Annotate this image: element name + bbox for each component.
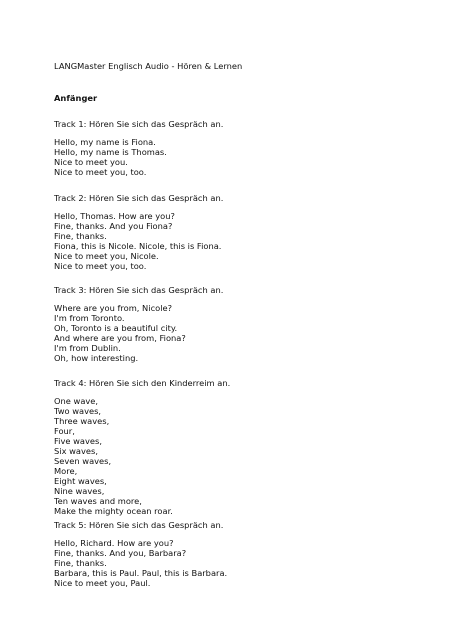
dialogue-line: Where are you from, Nicole?: [54, 303, 173, 313]
rhyme-line: Five waves,: [54, 436, 102, 446]
dialogue-line: Oh, Toronto is a beautiful city.: [54, 323, 178, 333]
track-title: Track 1: Hören Sie sich das Gespräch an.: [54, 119, 224, 129]
rhyme-line: Nine waves,: [54, 486, 105, 496]
dialogue-line: Fine, thanks.: [54, 231, 107, 241]
rhyme-line: Two waves,: [54, 406, 102, 416]
dialogue-line: Fiona, this is Nicole. Nicole, this is Fiona.: [54, 241, 222, 251]
rhyme-line: Seven waves,: [54, 456, 112, 466]
dialogue-line: Nice to meet you, too.: [54, 261, 147, 271]
rhyme-line: Make the mighty ocean roar.: [54, 506, 173, 516]
rhyme-line: Six waves,: [54, 446, 98, 456]
rhyme-line: Three waves,: [54, 416, 110, 426]
rhyme-line: Ten waves and more,: [54, 496, 142, 506]
dialogue-line: Fine, thanks. And you Fiona?: [54, 221, 173, 231]
dialogue-line: Fine, thanks.: [54, 558, 107, 568]
track-title: Track 5: Hören Sie sich das Gespräch an.: [54, 520, 224, 530]
dialogue-line: Nice to meet you.: [54, 157, 128, 167]
rhyme-line: One wave,: [54, 396, 99, 406]
dialogue-line: Fine, thanks. And you, Barbara?: [54, 548, 187, 558]
dialogue-line: Oh, how interesting.: [54, 353, 139, 363]
track-title: Track 2: Hören Sie sich das Gespräch an.: [54, 193, 224, 203]
dialogue-line: Nice to meet you, Paul.: [54, 578, 151, 588]
rhyme-line: Four,: [54, 426, 75, 436]
dialogue-line: I'm from Dublin.: [54, 343, 121, 353]
track-title: Track 4: Hören Sie sich den Kinderreim an.: [54, 378, 231, 388]
rhyme-line: Eight waves,: [54, 476, 107, 486]
dialogue-line: Nice to meet you, too.: [54, 167, 147, 177]
dialogue-line: Barbara, this is Paul. Paul, this is Barbara.: [54, 568, 228, 578]
level-heading: Anfänger: [54, 93, 98, 103]
dialogue-line: Hello, my name is Fiona.: [54, 137, 156, 147]
dialogue-line: Hello, my name is Thomas.: [54, 147, 167, 157]
dialogue-line: And where are you from, Fiona?: [54, 333, 186, 343]
track-title: Track 3: Hören Sie sich das Gespräch an.: [54, 285, 224, 295]
dialogue-line: I'm from Toronto.: [54, 313, 125, 323]
dialogue-line: Hello, Thomas. How are you?: [54, 211, 175, 221]
dialogue-line: Hello, Richard. How are you?: [54, 538, 174, 548]
rhyme-line: More,: [54, 466, 78, 476]
dialogue-line: Nice to meet you, Nicole.: [54, 251, 159, 261]
document-header: LANGMaster Englisch Audio - Hören & Lernen: [54, 61, 243, 71]
